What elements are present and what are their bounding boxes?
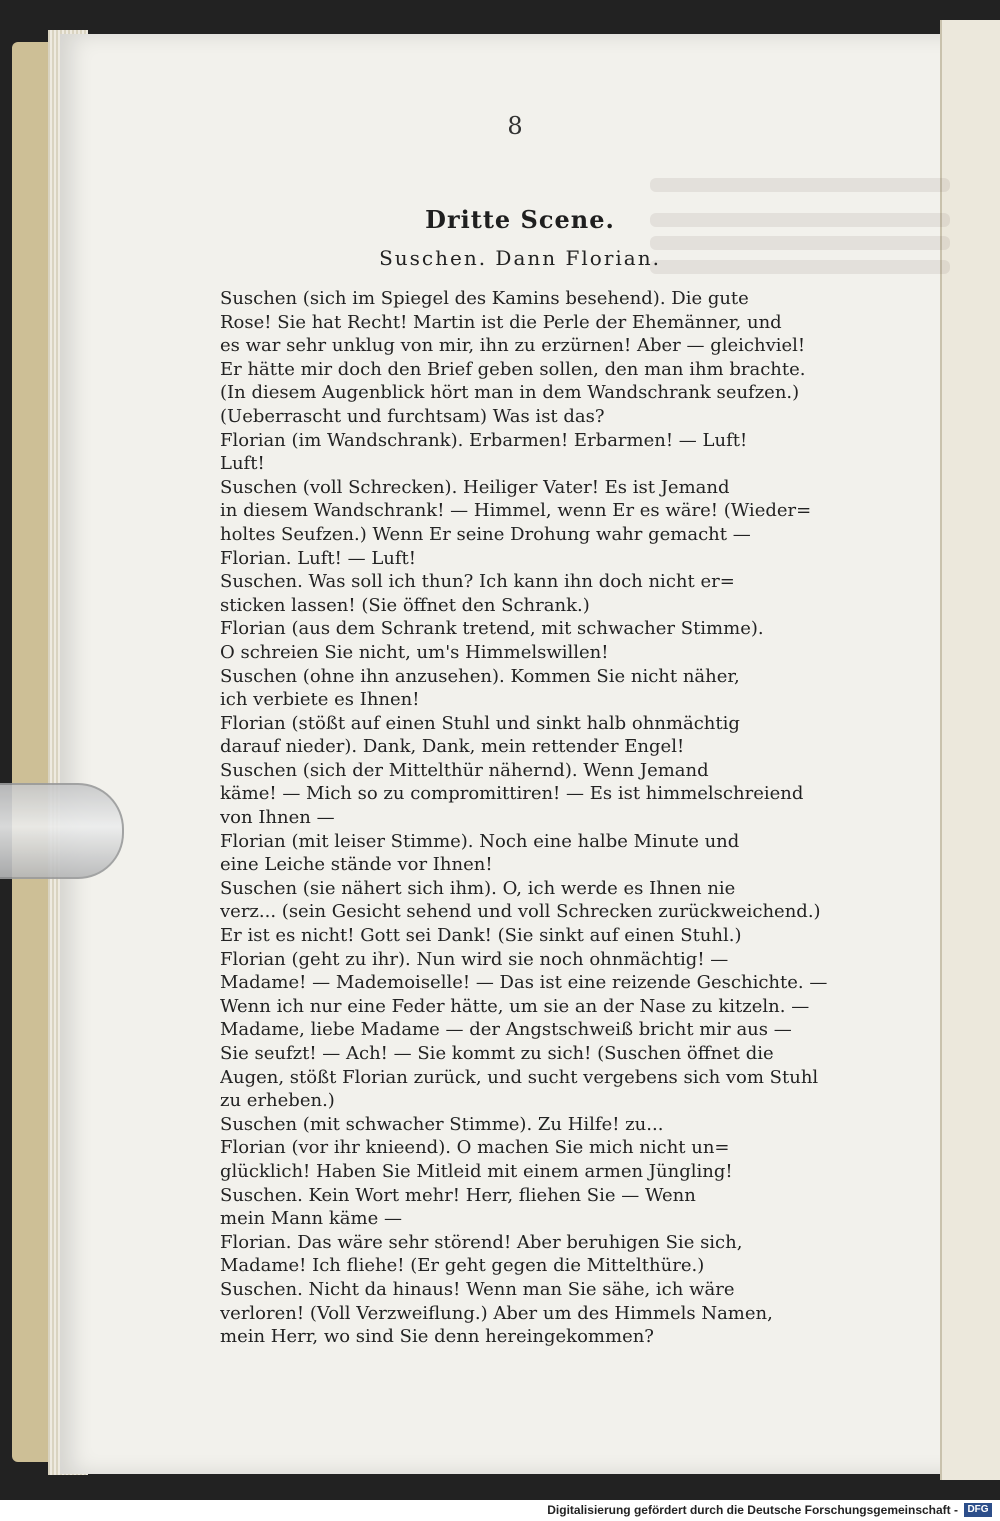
text-line: Florian (geht zu ihr). Nun wird sie noch ohnmächtig! — [220,948,729,970]
scene-heading: Dritte Scene. [425,205,615,234]
text-line: ich verbiete es Ihnen! [220,689,420,711]
page-number: 8 [507,112,523,140]
text-line: glücklich! Haben Sie Mitleid mit einem armen Jüngling! [220,1160,733,1182]
play-text [220,287,838,1349]
text-line: Suschen (ohne ihn anzusehen). Kommen Sie nicht näher, [220,665,740,687]
text-line: mein Herr, wo sind Sie denn hereingekommen? [220,1326,654,1348]
text-line: Madame! Ich fliehe! (Er geht gegen die Mittelthüre.) [220,1255,705,1277]
text-line: Suschen (sich der Mittelthür nähernd). Wenn Jemand [220,759,709,781]
text-line: käme! — Mich so zu compromittiren! — Es ist himmelschreiend [220,783,804,805]
text-line: holtes Seufzen.) Wenn Er seine Drohung wahr gemacht — [220,523,751,545]
text-line: Suschen. Kein Wort mehr! Herr, fliehen Sie — Wenn [220,1184,696,1206]
footer-bar [0,1500,1000,1521]
text-line: Luft! [220,453,265,475]
text-line: (In diesem Augenblick hört man in dem Wandschrank seufzen.) [220,382,800,404]
text-line: Rose! Sie hat Recht! Martin ist die Perle der Ehemänner, und [220,311,782,333]
bleed-through-text [650,178,950,192]
text-line: O schreien Sie nicht, um's Himmelswillen! [220,641,609,663]
text-line: Suschen (mit schwacher Stimme). Zu Hilfe! zu... [220,1113,664,1135]
text-line: Suschen (sich im Spiegel des Kamins besehend). Die gute [220,288,749,309]
text-line: es war sehr unklug von mir, ihn zu erzürnen! Aber — gleichviel! [220,335,806,357]
text-line: verz... (sein Gesicht sehend und voll Schrecken zurückweichend.) [220,901,821,923]
text-line: mein Mann käme — [220,1208,402,1230]
text-line: Madame! — Mademoiselle! — Das ist eine reizende Geschichte. — [220,972,828,994]
bookmark-tab-marker [0,783,124,879]
text-line: zu erheben.) [220,1090,335,1112]
text-line: darauf nieder). Dank, Dank, mein rettender Engel! [220,736,685,758]
text-line: Augen, stößt Florian zurück, und sucht vergebens sich vom Stuhl [220,1066,819,1088]
text-line: sticken lassen! (Sie öffnet den Schrank.) [220,594,590,616]
dfg-logo: DFG [964,1503,992,1517]
text-line: (Ueberrascht und furchtsam) Was ist das? [220,405,605,427]
text-line: Florian (im Wandschrank). Erbarmen! Erbarmen! — Luft! [220,429,748,451]
text-line: Sie seufzt! — Ach! — Sie kommt zu sich! (Suschen öffnet die [220,1043,774,1064]
text-line: Florian. Das wäre sehr störend! Aber beruhigen Sie sich, [220,1231,743,1253]
text-line: Wenn ich nur eine Feder hätte, um sie an der Nase zu kitzeln. — [220,995,810,1017]
text-line: Suschen. Nicht da hinaus! Wenn man Sie sähe, ich wäre [220,1278,735,1300]
text-line: Er hätte mir doch den Brief geben sollen, den man ihm brachte. [220,358,806,380]
text-line: in diesem Wandschrank! — Himmel, wenn Er es wäre! (Wieder= [220,500,812,522]
text-line: von Ihnen — [220,807,335,829]
funding-credit: Digitalisierung gefördert durch die Deutsche Forschungsgemeinschaft - [547,1503,958,1517]
text-line: Suschen. Was soll ich thun? Ich kann ihn doch nicht er= [220,571,735,593]
text-line: Madame, liebe Madame — der Angstschweiß bricht mir aus — [220,1019,792,1041]
text-line: Florian (stößt auf einen Stuhl und sinkt halb ohnmächtig [220,712,740,734]
text-line: Suschen (voll Schrecken). Heiliger Vater! Es ist Jemand [220,476,730,498]
text-line: Florian (mit leiser Stimme). Noch eine halbe Minute und [220,830,740,852]
text-line: verloren! (Voll Verzweiflung.) Aber um des Himmels Namen, [220,1302,773,1324]
text-line: Florian (vor ihr knieend). O machen Sie mich nicht un= [220,1137,730,1159]
text-line: Florian (aus dem Schrank tretend, mit schwacher Stimme). [220,618,764,640]
text-line: Florian. Luft! — Luft! [220,547,417,569]
text-line: Er ist es nicht! Gott sei Dank! (Sie sinkt auf einen Stuhl.) [220,925,742,947]
text-line: Suschen (sie nähert sich ihm). O, ich werde es Ihnen nie [220,877,736,899]
cast-line: Suschen. Dann Florian. [379,246,661,270]
text-line: eine Leiche stände vor Ihnen! [220,854,493,876]
